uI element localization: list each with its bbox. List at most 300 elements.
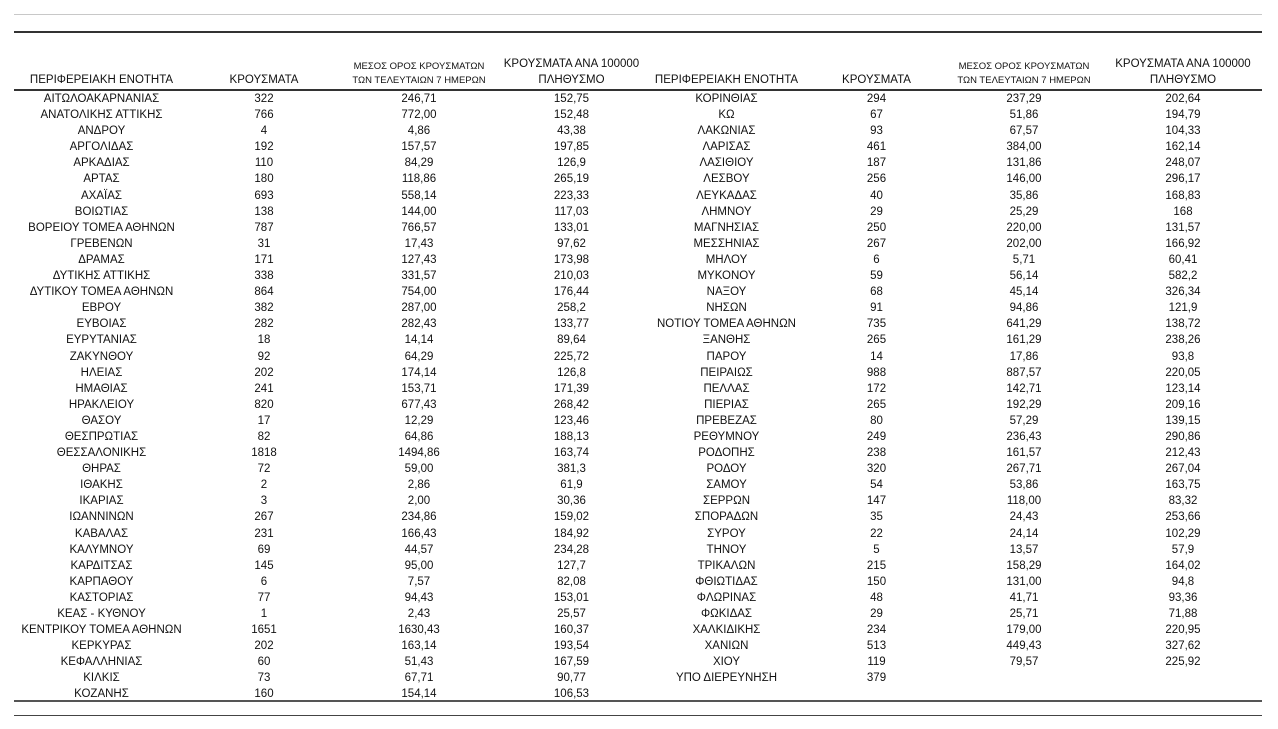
cell-region: ΔΥΤΙΚΗΣ ΑΤΤΙΚΗΣ [52, 270, 151, 283]
cell-cases: 5 [873, 543, 880, 556]
cell-rate-per-100k: 60,41 [1168, 253, 1198, 266]
cell-region: ΔΡΑΜΑΣ [78, 253, 125, 266]
cell-avg-7day: 79,57 [1009, 656, 1039, 669]
cell-cases: 31 [257, 237, 271, 250]
cell-rate-per-100k: 212,43 [1165, 447, 1201, 460]
bottom-thick-rule [14, 700, 1262, 702]
table-row [14, 670, 644, 686]
table-row [14, 316, 644, 332]
cell-rate-per-100k: 126,8 [557, 366, 586, 379]
cell-region: ΚΑΡΠΑΘΟΥ [69, 575, 134, 588]
cell-region: ΕΒΡΟΥ [81, 302, 122, 315]
cell-region: ΡΟΔΟΥ [706, 463, 747, 476]
cell-avg-7day: 51,43 [404, 656, 434, 669]
cell-cases: 17 [257, 414, 271, 427]
cell-rate-per-100k: 381,3 [557, 463, 586, 476]
table-row [644, 526, 1262, 542]
cell-avg-7day: 53,86 [1009, 479, 1039, 492]
cell-rate-per-100k: 159,02 [553, 511, 590, 524]
table-row [14, 590, 644, 606]
cell-avg-7day: 163,14 [401, 640, 437, 653]
cell-rate-per-100k: 209,16 [1165, 398, 1201, 411]
cell-region: ΤΡΙΚΑΛΩΝ [697, 559, 756, 572]
cell-cases: 6 [260, 575, 268, 588]
cell-avg-7day: 1630,43 [398, 624, 440, 637]
table-row [644, 107, 1262, 123]
cell-cases: 91 [870, 302, 883, 315]
table-row [14, 622, 644, 638]
header-region-label: ΠΕΡΙΦΕΡΕΙΑΚΗ ΕΝΟΤΗΤΑ [654, 74, 799, 86]
table-row [14, 654, 644, 670]
table-row [644, 316, 1262, 332]
cell-avg-7day: 2,00 [407, 495, 431, 508]
cell-avg-7day: 331,57 [401, 270, 437, 283]
cases-table-right [644, 56, 1262, 686]
table-row [14, 349, 644, 365]
cell-cases: 160 [254, 688, 274, 701]
cell-region: ΚΕΡΚΥΡΑΣ [71, 640, 132, 653]
table-row [644, 509, 1262, 525]
cell-cases: 234 [866, 624, 887, 637]
table-row [14, 397, 644, 413]
table-row [14, 509, 644, 525]
cases-table-left [14, 56, 644, 703]
table-row [644, 638, 1262, 654]
cell-avg-7day: 59,00 [404, 463, 434, 476]
cell-region: ΧΙΟΥ [712, 656, 741, 669]
table-row [14, 413, 644, 429]
cell-rate-per-100k: 167,59 [553, 656, 590, 669]
cell-region: ΣΥΡΟΥ [707, 527, 746, 540]
cell-cases: 249 [866, 430, 887, 443]
cell-cases: 1651 [251, 624, 277, 637]
table-row [14, 268, 644, 284]
cell-region: ΠΕΛΛΑΣ [703, 382, 750, 395]
table-row [14, 542, 644, 558]
cell-region: ΡΕΘΥΜΝΟΥ [693, 430, 760, 443]
cell-region: ΠΙΕΡΙΑΣ [704, 398, 749, 411]
cell-avg-7day: 57,29 [1009, 414, 1039, 427]
cell-cases: 382 [254, 302, 274, 315]
cell-avg-7day: 44,57 [404, 543, 434, 556]
header-avg-line1: ΜΕΣΟΣ ΟΡΟΣ ΚΡΟΥΣΜΑΤΩΝ [353, 61, 485, 72]
cell-avg-7day: 192,29 [1006, 398, 1042, 411]
cell-cases: 68 [870, 286, 883, 299]
cell-avg-7day: 131,86 [1006, 157, 1042, 170]
cell-avg-7day: 64,86 [404, 430, 434, 443]
header-avg [944, 56, 1104, 90]
table-row [644, 252, 1262, 268]
cell-cases: 735 [866, 318, 887, 331]
cell-region: ΑΝΑΤΟΛΙΚΗΣ ΑΤΤΙΚΗΣ [40, 109, 163, 122]
cell-cases: 282 [254, 318, 274, 331]
cell-rate-per-100k: 210,03 [553, 270, 590, 283]
cell-rate-per-100k: 173,98 [553, 253, 590, 266]
cell-region: ΕΥΒΟΙΑΣ [76, 318, 127, 331]
cell-region: ΧΑΛΚΙΔΙΚΗΣ [692, 624, 761, 637]
cell-rate-per-100k: 160,37 [553, 624, 590, 637]
cell-cases: 172 [866, 382, 887, 395]
table-row [14, 638, 644, 654]
cell-rate-per-100k: 171,39 [553, 382, 590, 395]
table-row [14, 90, 644, 107]
cell-rate-per-100k: 234,28 [553, 543, 590, 556]
cell-rate-per-100k: 152,48 [553, 109, 590, 122]
cell-cases: 73 [257, 672, 271, 685]
cell-cases: 54 [870, 479, 883, 492]
table-row [14, 252, 644, 268]
table-row [644, 558, 1262, 574]
header-cases [189, 56, 339, 90]
table-row [14, 493, 644, 509]
cell-region: ΜΥΚΟΝΟΥ [697, 270, 756, 283]
cell-region: ΜΗΛΟΥ [705, 253, 748, 266]
cell-avg-7day: 766,57 [401, 221, 437, 234]
cell-rate-per-100k: 123,46 [553, 414, 590, 427]
cell-cases: 202 [254, 640, 274, 653]
cell-rate-per-100k: 193,54 [553, 640, 590, 653]
cell-cases: 864 [254, 286, 274, 299]
cell-avg-7day: 161,29 [1006, 334, 1042, 347]
cell-avg-7day: 449,43 [1006, 640, 1042, 653]
cell-region: ΚΑΛΥΜΝΟΥ [69, 543, 134, 556]
cell-rate-per-100k: 238,26 [1165, 334, 1201, 347]
cell-rate-per-100k: 162,14 [1165, 141, 1201, 154]
cell-region: ΚΟΡΙΝΘΙΑΣ [695, 93, 758, 105]
cell-avg-7day: 95,00 [404, 559, 434, 572]
cell-cases: 110 [254, 157, 274, 170]
table-row [644, 349, 1262, 365]
cell-region: ΔΥΤΙΚΟΥ ΤΟΜΕΑ ΑΘΗΝΩΝ [29, 286, 174, 299]
cell-cases: 1818 [251, 447, 277, 460]
cell-rate-per-100k: 267,04 [1165, 463, 1201, 476]
bottom-thin-rule [14, 715, 1262, 716]
cell-region: ΝΑΞΟΥ [706, 286, 747, 299]
cell-cases: 231 [254, 527, 274, 540]
table-row [644, 670, 1262, 686]
cell-region: ΥΠΟ ΔΙΕΡΕΥΝΗΣΗ [675, 672, 778, 685]
left-table-panel [14, 56, 644, 703]
table-row [644, 171, 1262, 187]
cell-cases: 4 [260, 125, 268, 138]
cell-avg-7day: 64,29 [404, 350, 434, 363]
cell-avg-7day: 35,86 [1009, 189, 1039, 202]
cell-avg-7day: 12,29 [404, 414, 434, 427]
header-cases-label: ΚΡΟΥΣΜΑΤΑ [842, 74, 911, 86]
cell-avg-7day: 67,71 [404, 672, 434, 685]
cell-rate-per-100k: 117,03 [554, 205, 589, 218]
header-avg-line1: ΜΕΣΟΣ ΟΡΟΣ ΚΡΟΥΣΜΑΤΩΝ [958, 61, 1090, 72]
cell-avg-7day: 161,57 [1006, 447, 1042, 460]
cell-rate-per-100k: 258,2 [557, 302, 586, 315]
table-row [14, 204, 644, 220]
table-row [14, 332, 644, 348]
cell-rate-per-100k: 184,92 [553, 527, 590, 540]
table-row [644, 413, 1262, 429]
cell-region: ΙΚΑΡΙΑΣ [79, 495, 124, 508]
cell-rate-per-100k: 106,53 [553, 688, 590, 701]
table-row [14, 284, 644, 300]
cell-rate-per-100k: 220,05 [1165, 366, 1201, 379]
cell-region: ΚΙΛΚΙΣ [83, 672, 120, 685]
cell-cases: 35 [870, 511, 883, 524]
cell-rate-per-100k: 89,64 [557, 334, 586, 347]
cell-region: ΛΑΚΩΝΙΑΣ [697, 125, 756, 138]
cell-cases: 80 [870, 414, 883, 427]
cell-cases: 320 [866, 463, 887, 476]
cell-region: ΤΗΝΟΥ [706, 543, 747, 556]
cell-region: ΡΟΔΟΠΗΣ [698, 447, 755, 460]
table-row [644, 123, 1262, 139]
cell-rate-per-100k: 43,38 [557, 125, 586, 138]
cell-region: ΠΕΙΡΑΙΩΣ [700, 366, 753, 379]
header-region-label: ΠΕΡΙΦΕΡΕΙΑΚΗ ΕΝΟΤΗΤΑ [29, 74, 174, 86]
cell-avg-7day: 1494,86 [398, 447, 440, 460]
cell-rate-per-100k: 104,33 [1165, 125, 1201, 138]
header-rate [1104, 56, 1262, 90]
cell-region: ΙΩΑΝΝΙΝΩΝ [69, 511, 134, 524]
cell-region: ΦΘΙΩΤΙΔΑΣ [695, 575, 758, 588]
cell-region: ΦΛΩΡΙΝΑΣ [696, 591, 757, 604]
cell-rate-per-100k: 582,2 [1168, 270, 1198, 283]
cell-region: ΝΟΤΙΟΥ ΤΟΜΕΑ ΑΘΗΝΩΝ [657, 318, 796, 331]
left-table-body [14, 90, 644, 703]
cell-region: ΗΜΑΘΙΑΣ [75, 382, 128, 395]
cell-cases: 322 [254, 93, 274, 105]
cell-region: ΛΗΜΝΟΥ [701, 205, 752, 218]
cell-avg-7day: 772,00 [401, 109, 437, 122]
table-row [644, 590, 1262, 606]
right-table-body [644, 90, 1262, 686]
cell-cases: 338 [254, 270, 274, 283]
header-avg-line2: ΤΩΝ ΤΕΛΕΥΤΑΙΩΝ 7 ΗΜΕΡΩΝ [957, 75, 1091, 86]
cell-avg-7day: 2,86 [407, 479, 431, 492]
cell-rate-per-100k: 94,8 [1171, 575, 1195, 588]
cell-avg-7day: 7,57 [407, 575, 431, 588]
table-row [14, 188, 644, 204]
table-row [14, 526, 644, 542]
cell-cases: 294 [866, 93, 887, 105]
table-row [644, 268, 1262, 284]
cell-avg-7day: 94,86 [1009, 302, 1039, 315]
cell-avg-7day: 558,14 [401, 189, 437, 202]
cell-rate-per-100k: 131,57 [1165, 221, 1201, 234]
cell-cases: 379 [866, 672, 887, 685]
table-row [644, 155, 1262, 171]
cell-cases: 256 [866, 173, 887, 186]
cell-cases: 787 [254, 221, 274, 234]
cell-rate-per-100k: 83,32 [1168, 495, 1198, 508]
cell-rate-per-100k: 127,7 [557, 559, 586, 572]
cell-cases: 150 [866, 575, 887, 588]
cell-cases: 119 [867, 656, 886, 669]
cell-rate-per-100k: 268,42 [553, 398, 590, 411]
cell-cases: 138 [254, 205, 274, 218]
table-row [14, 574, 644, 590]
table-row [14, 300, 644, 316]
header-rate [499, 56, 644, 90]
cell-cases: 693 [254, 189, 274, 202]
header-avg [339, 56, 499, 90]
cell-region: ΑΝΔΡΟΥ [77, 125, 126, 138]
cell-rate-per-100k: 290,86 [1165, 430, 1201, 443]
table-row [644, 300, 1262, 316]
cell-avg-7day: 24,43 [1009, 511, 1039, 524]
cell-avg-7day: 174,14 [401, 366, 437, 379]
cell-avg-7day: 153,71 [401, 382, 437, 395]
cell-avg-7day: 754,00 [401, 286, 437, 299]
cell-cases: 171 [254, 253, 274, 266]
cell-rate-per-100k: 225,72 [553, 350, 590, 363]
cell-rate-per-100k: 133,01 [553, 221, 590, 234]
cell-rate-per-100k: 153,01 [553, 591, 590, 604]
table-row [14, 107, 644, 123]
header-rate-line2: ΠΛΗΘΥΣΜΟ [1149, 74, 1217, 86]
cell-cases: 22 [870, 527, 883, 540]
cell-avg-7day: 41,71 [1009, 591, 1039, 604]
cell-avg-7day: 887,57 [1006, 366, 1042, 379]
header-rate-line1: ΚΡΟΥΣΜΑΤΑ ΑΝΑ 100000 [503, 58, 640, 70]
cell-rate-per-100k: 123,14 [1165, 382, 1201, 395]
table-row [644, 188, 1262, 204]
table-row [14, 606, 644, 622]
table-row [644, 622, 1262, 638]
table-row [14, 558, 644, 574]
cell-rate-per-100k: 166,92 [1165, 237, 1201, 250]
table-row [644, 461, 1262, 477]
cell-avg-7day: 127,43 [401, 253, 437, 266]
table-row [14, 445, 644, 461]
table-row [644, 381, 1262, 397]
cell-rate-per-100k: 93,8 [1171, 350, 1195, 363]
cell-rate-per-100k: 327,62 [1165, 640, 1201, 653]
cell-rate-per-100k: 168 [1173, 205, 1193, 218]
header-row [644, 56, 1262, 90]
cell-cases: 59 [870, 270, 883, 283]
cell-cases: 3 [260, 495, 268, 508]
cell-avg-7day: 131,00 [1006, 575, 1042, 588]
cell-region: ΗΛΕΙΑΣ [80, 366, 123, 379]
cell-region: ΘΕΣΠΡΩΤΙΑΣ [64, 430, 139, 443]
table-row [644, 236, 1262, 252]
cell-avg-7day: 94,43 [404, 591, 434, 604]
cell-rate-per-100k [1104, 670, 1262, 686]
cell-rate-per-100k: 223,33 [553, 189, 590, 202]
cell-cases: 92 [257, 350, 271, 363]
cell-rate-per-100k: 139,15 [1165, 414, 1201, 427]
cell-cases: 461 [866, 141, 887, 154]
cell-avg-7day: 677,43 [401, 398, 437, 411]
table-row [644, 477, 1262, 493]
cell-region: ΒΟΙΩΤΙΑΣ [74, 205, 129, 218]
cell-cases: 513 [866, 640, 887, 653]
cell-region: ΚΟΖΑΝΗΣ [74, 688, 129, 701]
cell-rate-per-100k: 82,08 [557, 575, 586, 588]
cell-cases: 29 [870, 205, 883, 218]
cell-region: ΠΡΕΒΕΖΑΣ [696, 414, 757, 427]
cell-region: ΦΩΚΙΔΑΣ [700, 608, 753, 620]
table-row [644, 204, 1262, 220]
table-row [644, 654, 1262, 670]
table-row [14, 139, 644, 155]
cell-avg-7day: 641,29 [1006, 318, 1042, 331]
cell-avg-7day: 166,43 [401, 527, 437, 540]
cell-cases: 93 [870, 125, 883, 138]
cell-rate-per-100k: 71,88 [1168, 608, 1198, 620]
cell-region: ΛΕΣΒΟΥ [703, 173, 750, 186]
cell-rate-per-100k: 97,62 [557, 237, 586, 250]
cell-region: ΛΑΣΙΘΙΟΥ [699, 157, 754, 170]
cell-avg-7day: 144,00 [401, 205, 437, 218]
cell-rate-per-100k: 225,92 [1165, 656, 1201, 669]
cell-avg-7day: 246,71 [401, 93, 437, 105]
cell-avg-7day: 25,29 [1009, 205, 1039, 218]
cell-region: ΛΑΡΙΣΑΣ [702, 141, 751, 154]
table-row [644, 90, 1262, 107]
header-row [14, 56, 644, 90]
cell-region: ΜΑΓΝΗΣΙΑΣ [693, 221, 760, 234]
table-row [644, 445, 1262, 461]
cell-rate-per-100k: 248,07 [1165, 157, 1201, 170]
cell-avg-7day: 56,14 [1009, 270, 1039, 283]
cell-avg-7day: 67,57 [1009, 125, 1039, 138]
cell-cases: 69 [257, 543, 271, 556]
cell-cases: 29 [870, 608, 883, 620]
table-row [644, 220, 1262, 236]
cell-cases: 1 [260, 608, 268, 620]
cell-cases: 250 [866, 221, 887, 234]
cell-avg-7day: 236,43 [1006, 430, 1042, 443]
table-row [14, 123, 644, 139]
cell-cases: 60 [257, 656, 271, 669]
cell-region: ΑΙΤΩΛΟΑΚΑΡΝΑΝΙΑΣ [43, 93, 160, 105]
cell-rate-per-100k: 176,44 [553, 286, 590, 299]
cell-region: ΠΑΡΟΥ [706, 350, 747, 363]
table-row [14, 365, 644, 381]
cell-avg-7day: 202,00 [1006, 237, 1042, 250]
table-row [644, 332, 1262, 348]
header-avg-line2: ΤΩΝ ΤΕΛΕΥΤΑΙΩΝ 7 ΗΜΕΡΩΝ [352, 75, 486, 86]
cell-cases: 238 [866, 447, 887, 460]
cell-avg-7day [944, 670, 1104, 686]
cell-avg-7day: 146,00 [1006, 173, 1042, 186]
cell-cases: 265 [866, 334, 887, 347]
cell-avg-7day: 24,14 [1009, 527, 1039, 540]
cell-rate-per-100k: 152,75 [553, 93, 590, 105]
cell-rate-per-100k: 220,95 [1165, 624, 1201, 637]
cell-region: ΚΕΑΣ - ΚΥΘΝΟΥ [57, 608, 146, 620]
cell-cases: 2 [260, 479, 268, 492]
cell-region: ΓΡΕΒΕΝΩΝ [70, 237, 133, 250]
cell-rate-per-100k: 163,74 [553, 447, 590, 460]
cell-cases: 265 [866, 398, 887, 411]
cell-cases: 202 [254, 366, 274, 379]
cell-rate-per-100k: 202,64 [1165, 93, 1201, 105]
table-row [644, 429, 1262, 445]
header-cases-label: ΚΡΟΥΣΜΑΤΑ [229, 74, 299, 86]
cell-rate-per-100k: 163,75 [1165, 479, 1201, 492]
cell-cases: 988 [866, 366, 887, 379]
cell-rate-per-100k: 102,29 [1165, 527, 1201, 540]
table-row [14, 171, 644, 187]
cell-avg-7day: 158,29 [1006, 559, 1042, 572]
cell-region: ΚΑΡΔΙΤΣΑΣ [70, 559, 133, 572]
cell-cases: 267 [254, 511, 274, 524]
cell-rate-per-100k: 25,57 [557, 608, 586, 620]
table-row [14, 236, 644, 252]
cell-region: ΞΑΝΘΗΣ [702, 334, 751, 347]
header-cases [809, 56, 944, 90]
